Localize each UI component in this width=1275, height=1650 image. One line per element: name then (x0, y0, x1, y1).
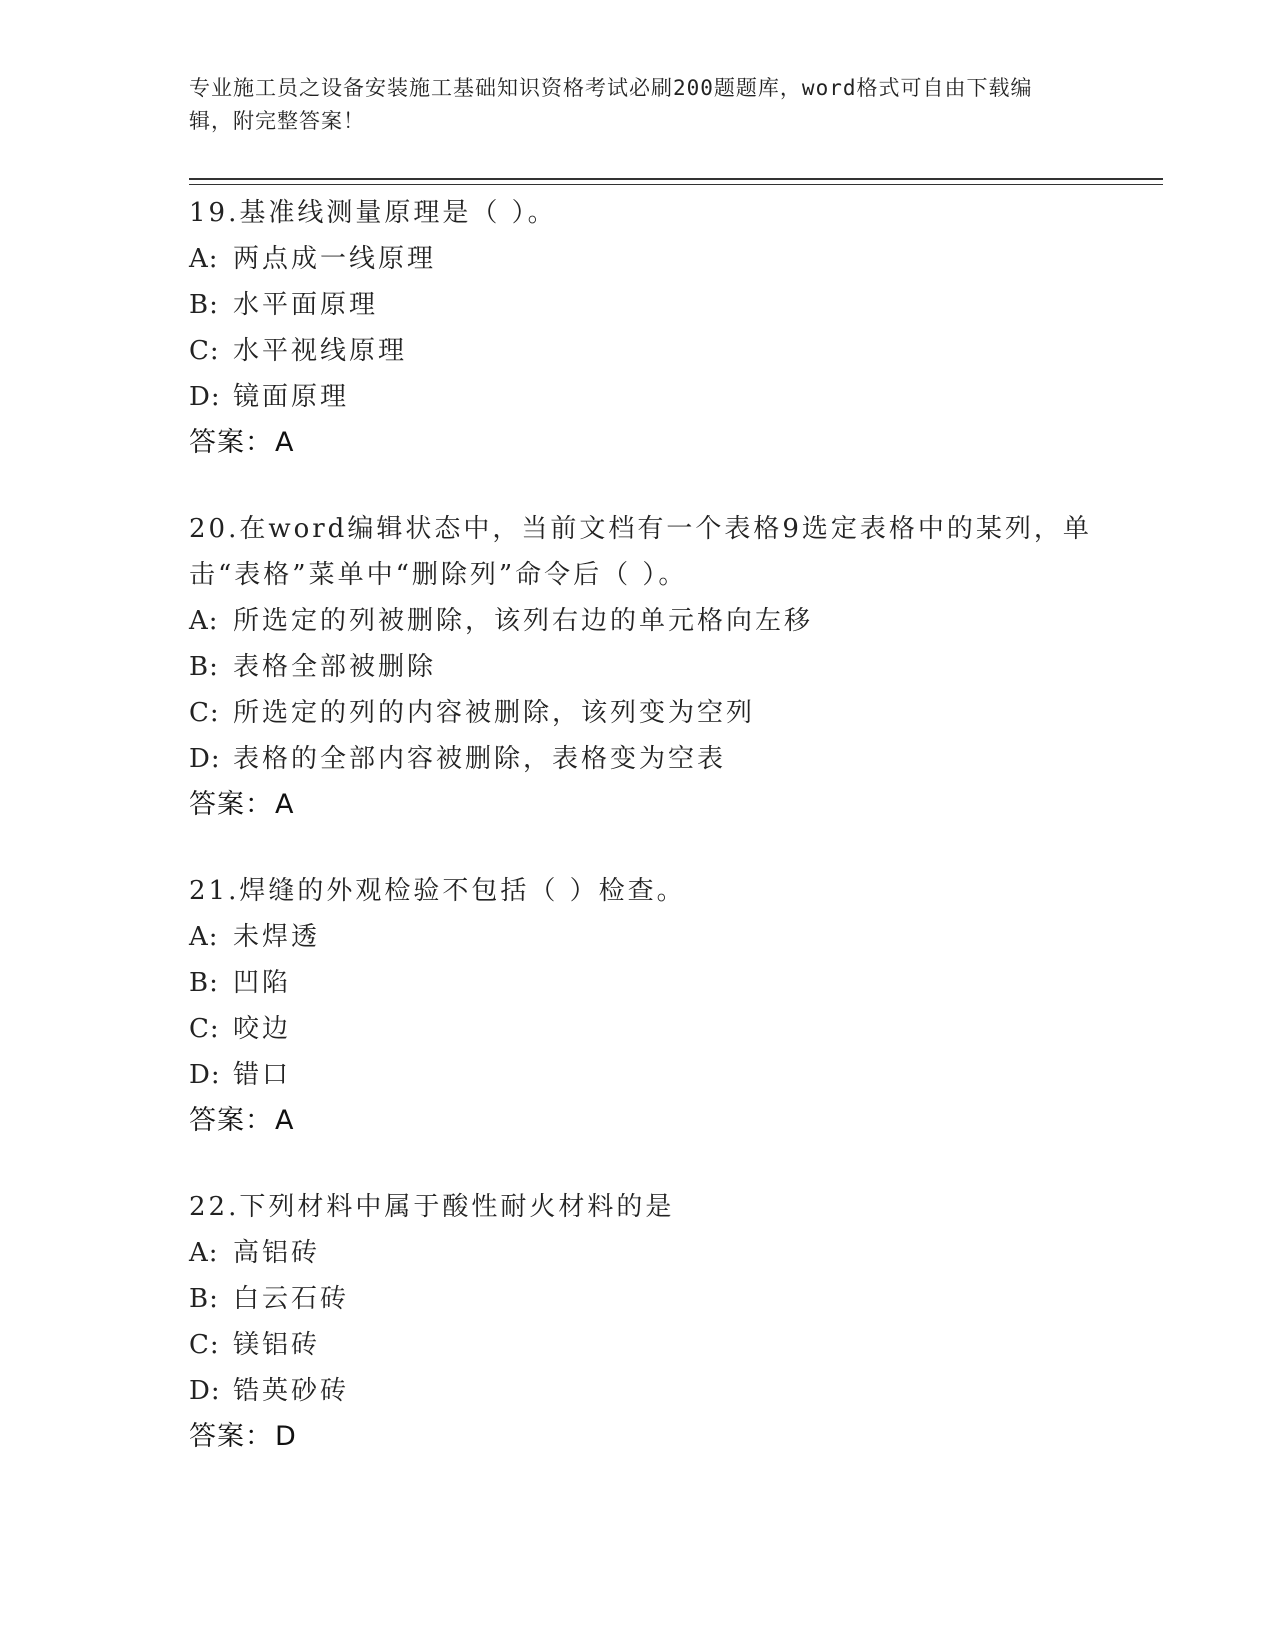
question-21 (189, 868, 1163, 1144)
option-text: 镜面原理 (233, 382, 350, 412)
answer-label: 答案： (189, 427, 273, 458)
option-text: 高铝砖 (233, 1238, 321, 1268)
header-divider-thick (189, 178, 1163, 180)
question-stem: 22.下列材料中属于酸性耐火材料的是 (189, 1192, 675, 1222)
header-divider-thin (189, 184, 1163, 185)
option-letter: C: (189, 336, 220, 366)
document-header: 专业施工员之设备安装施工基础知识资格考试必刷200题题库，word格式可自由下载编辑，附完整答案！ (189, 76, 1033, 133)
option-letter: A: (189, 1238, 219, 1268)
option-b (189, 1276, 1163, 1322)
option-letter: D: (189, 382, 221, 412)
question-19 (189, 190, 1163, 466)
option-text: 错口 (233, 1060, 292, 1090)
question-stem: 20.在word编辑状态中，当前文档有一个表格9选定表格中的某列，单击“表格”菜单中“删除列”命令后（ ）。 (189, 514, 1092, 590)
option-c (189, 328, 1163, 374)
option-b (189, 644, 1163, 690)
answer-line (189, 420, 1163, 466)
option-letter: D: (189, 1376, 221, 1406)
option-letter: D: (189, 1060, 221, 1090)
option-d (189, 1368, 1163, 1414)
option-text: 镁铝砖 (233, 1330, 321, 1360)
question-stem: 19.基准线测量原理是（ ）。 (189, 198, 557, 228)
option-d (189, 374, 1163, 420)
question-stem: 21.焊缝的外观检验不包括（ ）检查。 (189, 876, 686, 906)
option-text: 表格全部被删除 (233, 652, 437, 682)
option-text: 锆英砂砖 (233, 1376, 350, 1406)
option-a (189, 598, 1163, 644)
option-letter: A: (189, 606, 219, 636)
option-a (189, 914, 1163, 960)
question-list (189, 190, 1163, 1500)
option-text: 凹陷 (233, 968, 292, 998)
option-text: 水平视线原理 (233, 336, 408, 366)
option-letter: B: (189, 652, 219, 682)
option-letter: C: (189, 1330, 220, 1360)
option-letter: A: (189, 922, 219, 952)
option-b (189, 960, 1163, 1006)
answer-line (189, 782, 1163, 828)
option-letter: B: (189, 290, 219, 320)
option-letter: A: (189, 244, 219, 274)
option-d (189, 736, 1163, 782)
option-letter: C: (189, 698, 220, 728)
answer-value: D (275, 1421, 297, 1452)
answer-label: 答案： (189, 1105, 273, 1136)
option-text: 白云石砖 (233, 1284, 350, 1314)
option-text: 表格的全部内容被删除，表格变为空表 (233, 744, 727, 774)
answer-label: 答案： (189, 1421, 273, 1452)
option-letter: B: (189, 968, 219, 998)
question-20 (189, 506, 1163, 828)
option-text: 所选定的列的内容被删除，该列变为空列 (233, 698, 756, 728)
option-a (189, 1230, 1163, 1276)
option-text: 所选定的列被删除，该列右边的单元格向左移 (233, 606, 814, 636)
option-text: 水平面原理 (233, 290, 379, 320)
option-letter: B: (189, 1284, 219, 1314)
option-c (189, 690, 1163, 736)
answer-line (189, 1414, 1163, 1460)
answer-value: A (275, 427, 295, 458)
option-text: 咬边 (233, 1014, 292, 1044)
option-text: 两点成一线原理 (233, 244, 437, 274)
answer-value: A (275, 1105, 295, 1136)
option-d (189, 1052, 1163, 1098)
option-a (189, 236, 1163, 282)
option-letter: D: (189, 744, 221, 774)
option-letter: C: (189, 1014, 220, 1044)
answer-label: 答案： (189, 789, 273, 820)
answer-line (189, 1098, 1163, 1144)
option-text: 未焊透 (233, 922, 321, 952)
question-22 (189, 1184, 1163, 1460)
option-b (189, 282, 1163, 328)
option-c (189, 1322, 1163, 1368)
option-c (189, 1006, 1163, 1052)
answer-value: A (275, 789, 295, 820)
